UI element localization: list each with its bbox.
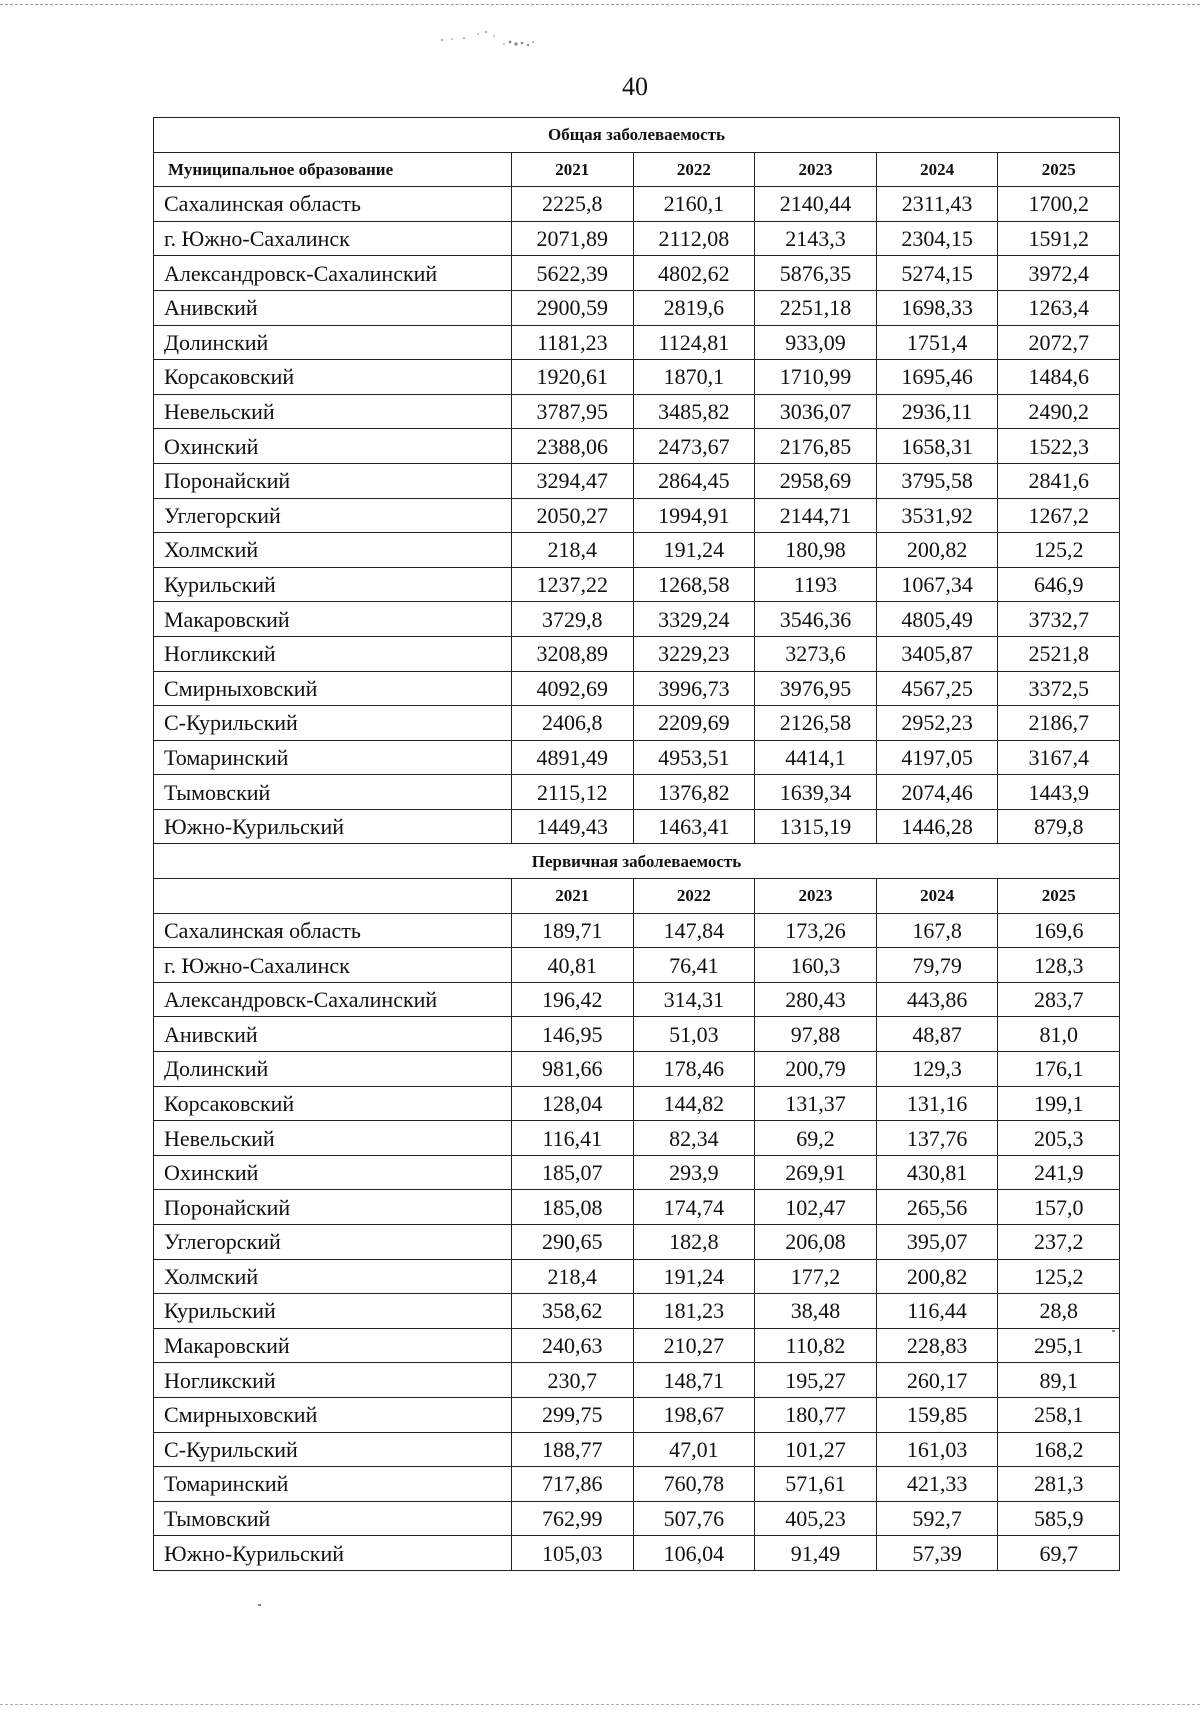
municipality-name: Макаровский (154, 602, 512, 637)
table-row (154, 1328, 1120, 1363)
rate-value: 395,07 (876, 1225, 998, 1260)
table-row (154, 221, 1120, 256)
rate-value: 137,76 (876, 1121, 998, 1156)
rate-value: 1522,3 (998, 429, 1120, 464)
rate-value: 3208,89 (512, 636, 634, 671)
rate-value: 48,87 (876, 1017, 998, 1052)
scan-speck (1112, 1330, 1115, 1332)
section-title-row (154, 118, 1120, 153)
column-header-year: 2021 (512, 152, 634, 187)
rate-value: 3372,5 (998, 671, 1120, 706)
rate-value: 1267,2 (998, 498, 1120, 533)
rate-value: 299,75 (512, 1397, 634, 1432)
rate-value: 260,17 (876, 1363, 998, 1398)
rate-value: 189,71 (512, 913, 634, 948)
municipality-name: Углегорский (154, 498, 512, 533)
rate-value: 191,24 (633, 1259, 755, 1294)
table-row (154, 740, 1120, 775)
rate-value: 1695,46 (876, 360, 998, 395)
rate-value: 200,82 (876, 1259, 998, 1294)
rate-value: 157,0 (998, 1190, 1120, 1225)
table-row (154, 1432, 1120, 1467)
rate-value: 1920,61 (512, 360, 634, 395)
rate-value: 174,74 (633, 1190, 755, 1225)
rate-value: 879,8 (998, 809, 1120, 844)
municipality-name: Охинский (154, 429, 512, 464)
rate-value: 443,86 (876, 982, 998, 1017)
rate-value: 240,63 (512, 1328, 634, 1363)
municipality-name: Томаринский (154, 1467, 512, 1502)
rate-value: 2186,7 (998, 706, 1120, 741)
rate-value: 3229,23 (633, 636, 755, 671)
rate-value: 185,07 (512, 1155, 634, 1190)
rate-value: 57,39 (876, 1536, 998, 1571)
rate-value: 405,23 (755, 1501, 877, 1536)
table-row (154, 1190, 1120, 1225)
rate-value: 1449,43 (512, 809, 634, 844)
column-header-year: 2024 (876, 879, 998, 914)
rate-value: 1639,34 (755, 775, 877, 810)
rate-value: 4891,49 (512, 740, 634, 775)
column-header-municipality: Муниципальное образование (154, 152, 512, 187)
column-header-year: 2024 (876, 152, 998, 187)
rate-value: 160,3 (755, 948, 877, 983)
rate-value: 177,2 (755, 1259, 877, 1294)
municipality-name: Невельский (154, 394, 512, 429)
rate-value: 1870,1 (633, 360, 755, 395)
rate-value: 51,03 (633, 1017, 755, 1052)
municipality-name: Макаровский (154, 1328, 512, 1363)
rate-value: 5274,15 (876, 256, 998, 291)
scan-speck (258, 1604, 261, 1606)
table-row (154, 706, 1120, 741)
municipality-name: Сахалинская область (154, 187, 512, 222)
rate-value: 2126,58 (755, 706, 877, 741)
rate-value: 38,48 (755, 1294, 877, 1329)
table-row (154, 463, 1120, 498)
column-header-year: 2025 (998, 152, 1120, 187)
rate-value: 2473,67 (633, 429, 755, 464)
rate-value: 592,7 (876, 1501, 998, 1536)
rate-value: 195,27 (755, 1363, 877, 1398)
rate-value: 218,4 (512, 533, 634, 568)
rate-value: 237,2 (998, 1225, 1120, 1260)
municipality-name: Углегорский (154, 1225, 512, 1260)
rate-value: 188,77 (512, 1432, 634, 1467)
municipality-name: Ногликский (154, 636, 512, 671)
municipality-name: Смирныховский (154, 671, 512, 706)
rate-value: 125,2 (998, 1259, 1120, 1294)
rate-value: 646,9 (998, 567, 1120, 602)
rate-value: 5622,39 (512, 256, 634, 291)
table-row (154, 636, 1120, 671)
table-row (154, 671, 1120, 706)
scan-smudge (430, 26, 580, 56)
rate-value: 82,34 (633, 1121, 755, 1156)
rate-value: 3405,87 (876, 636, 998, 671)
table-row (154, 187, 1120, 222)
table-row (154, 602, 1120, 637)
municipality-name: Анивский (154, 290, 512, 325)
table-row (154, 1052, 1120, 1087)
morbidity-table (153, 117, 1120, 1571)
rate-value: 2819,6 (633, 290, 755, 325)
rate-value: 2311,43 (876, 187, 998, 222)
table-row (154, 1017, 1120, 1052)
rate-value: 2112,08 (633, 221, 755, 256)
municipality-name: Ногликский (154, 1363, 512, 1398)
rate-value: 3787,95 (512, 394, 634, 429)
municipality-name: Долинский (154, 1052, 512, 1087)
rate-value: 1067,34 (876, 567, 998, 602)
rate-value: 116,44 (876, 1294, 998, 1329)
rate-value: 1658,31 (876, 429, 998, 464)
rate-value: 89,1 (998, 1363, 1120, 1398)
rate-value: 2490,2 (998, 394, 1120, 429)
rate-value: 1446,28 (876, 809, 998, 844)
rate-value: 146,95 (512, 1017, 634, 1052)
rate-value: 228,83 (876, 1328, 998, 1363)
rate-value: 144,82 (633, 1086, 755, 1121)
rate-value: 1751,4 (876, 325, 998, 360)
rate-value: 2209,69 (633, 706, 755, 741)
rate-value: 2225,8 (512, 187, 634, 222)
municipality-name: Сахалинская область (154, 913, 512, 948)
rate-value: 1463,41 (633, 809, 755, 844)
rate-value: 205,3 (998, 1121, 1120, 1156)
table-row (154, 567, 1120, 602)
table-row (154, 809, 1120, 844)
rate-value: 1484,6 (998, 360, 1120, 395)
rate-value: 47,01 (633, 1432, 755, 1467)
rate-value: 79,79 (876, 948, 998, 983)
rate-value: 283,7 (998, 982, 1120, 1017)
rate-value: 2143,3 (755, 221, 877, 256)
rate-value: 3996,73 (633, 671, 755, 706)
rate-value: 2071,89 (512, 221, 634, 256)
rate-value: 571,61 (755, 1467, 877, 1502)
rate-value: 1700,2 (998, 187, 1120, 222)
table-row (154, 325, 1120, 360)
header-row (154, 152, 1120, 187)
rate-value: 258,1 (998, 1397, 1120, 1432)
rate-value: 933,09 (755, 325, 877, 360)
rate-value: 430,81 (876, 1155, 998, 1190)
rate-value: 81,0 (998, 1017, 1120, 1052)
rate-value: 2251,18 (755, 290, 877, 325)
table-row (154, 429, 1120, 464)
rate-value: 28,8 (998, 1294, 1120, 1329)
rate-value: 2406,8 (512, 706, 634, 741)
rate-value: 1591,2 (998, 221, 1120, 256)
rate-value: 1263,4 (998, 290, 1120, 325)
rate-value: 131,16 (876, 1086, 998, 1121)
column-header-year: 2022 (633, 879, 755, 914)
rate-value: 2521,8 (998, 636, 1120, 671)
rate-value: 281,3 (998, 1467, 1120, 1502)
scan-top-edge (0, 4, 1200, 5)
rate-value: 105,03 (512, 1536, 634, 1571)
rate-value: 198,67 (633, 1397, 755, 1432)
rate-value: 3795,58 (876, 463, 998, 498)
municipality-name: Корсаковский (154, 360, 512, 395)
rate-value: 280,43 (755, 982, 877, 1017)
rate-value: 3531,92 (876, 498, 998, 533)
municipality-name: С-Курильский (154, 1432, 512, 1467)
rate-value: 2176,85 (755, 429, 877, 464)
rate-value: 2958,69 (755, 463, 877, 498)
column-header-year: 2025 (998, 879, 1120, 914)
rate-value: 159,85 (876, 1397, 998, 1432)
rate-value: 3485,82 (633, 394, 755, 429)
rate-value: 128,3 (998, 948, 1120, 983)
rate-value: 1237,22 (512, 567, 634, 602)
rate-value: 1443,9 (998, 775, 1120, 810)
rate-value: 110,82 (755, 1328, 877, 1363)
rate-value: 218,4 (512, 1259, 634, 1294)
rate-value: 3546,36 (755, 602, 877, 637)
rate-value: 4805,49 (876, 602, 998, 637)
rate-value: 206,08 (755, 1225, 877, 1260)
rate-value: 2841,6 (998, 463, 1120, 498)
rate-value: 981,66 (512, 1052, 634, 1087)
rate-value: 2304,15 (876, 221, 998, 256)
page-number: 40 (622, 72, 648, 101)
table-row (154, 1397, 1120, 1432)
rate-value: 293,9 (633, 1155, 755, 1190)
rate-value: 2074,46 (876, 775, 998, 810)
rate-value: 2050,27 (512, 498, 634, 533)
rate-value: 2936,11 (876, 394, 998, 429)
municipality-name: Александровск-Сахалинский (154, 256, 512, 291)
rate-value: 1994,91 (633, 498, 755, 533)
column-header-year: 2021 (512, 879, 634, 914)
rate-value: 125,2 (998, 533, 1120, 568)
table-row (154, 1155, 1120, 1190)
table-row (154, 533, 1120, 568)
table-row (154, 775, 1120, 810)
rate-value: 3167,4 (998, 740, 1120, 775)
table-row (154, 1363, 1120, 1398)
rate-value: 4092,69 (512, 671, 634, 706)
rate-value: 290,65 (512, 1225, 634, 1260)
rate-value: 102,47 (755, 1190, 877, 1225)
rate-value: 1315,19 (755, 809, 877, 844)
table-row (154, 360, 1120, 395)
municipality-name: Тымовский (154, 775, 512, 810)
rate-value: 762,99 (512, 1501, 634, 1536)
rate-value: 241,9 (998, 1155, 1120, 1190)
municipality-name: Тымовский (154, 1501, 512, 1536)
rate-value: 185,08 (512, 1190, 634, 1225)
rate-value: 3036,07 (755, 394, 877, 429)
table-row (154, 256, 1120, 291)
column-header-year: 2023 (755, 152, 877, 187)
table-row (154, 394, 1120, 429)
municipality-name: Томаринский (154, 740, 512, 775)
rate-value: 1710,99 (755, 360, 877, 395)
column-header-municipality (154, 879, 512, 914)
rate-value: 69,2 (755, 1121, 877, 1156)
rate-value: 106,04 (633, 1536, 755, 1571)
rate-value: 200,79 (755, 1052, 877, 1087)
rate-value: 101,27 (755, 1432, 877, 1467)
municipality-name: Долинский (154, 325, 512, 360)
table-row (154, 982, 1120, 1017)
table-row (154, 1225, 1120, 1260)
rate-value: 269,91 (755, 1155, 877, 1190)
rate-value: 2900,59 (512, 290, 634, 325)
municipality-name: Холмский (154, 1259, 512, 1294)
table-row (154, 913, 1120, 948)
rate-value: 167,8 (876, 913, 998, 948)
rate-value: 1698,33 (876, 290, 998, 325)
table-row (154, 1501, 1120, 1536)
rate-value: 131,37 (755, 1086, 877, 1121)
table-row (154, 948, 1120, 983)
rate-value: 1193 (755, 567, 877, 602)
rate-value: 199,1 (998, 1086, 1120, 1121)
rate-value: 2140,44 (755, 187, 877, 222)
rate-value: 4197,05 (876, 740, 998, 775)
rate-value: 182,8 (633, 1225, 755, 1260)
municipality-name: г. Южно-Сахалинск (154, 948, 512, 983)
rate-value: 129,3 (876, 1052, 998, 1087)
rate-value: 421,33 (876, 1467, 998, 1502)
rate-value: 585,9 (998, 1501, 1120, 1536)
rate-value: 2864,45 (633, 463, 755, 498)
rate-value: 2115,12 (512, 775, 634, 810)
table-row (154, 1294, 1120, 1329)
rate-value: 116,41 (512, 1121, 634, 1156)
municipality-name: г. Южно-Сахалинск (154, 221, 512, 256)
rate-value: 180,77 (755, 1397, 877, 1432)
rate-value: 173,26 (755, 913, 877, 948)
municipality-name: Поронайский (154, 463, 512, 498)
rate-value: 3729,8 (512, 602, 634, 637)
municipality-name: Корсаковский (154, 1086, 512, 1121)
rate-value: 200,82 (876, 533, 998, 568)
rate-value: 265,56 (876, 1190, 998, 1225)
rate-value: 161,03 (876, 1432, 998, 1467)
header-row (154, 879, 1120, 914)
rate-value: 176,1 (998, 1052, 1120, 1087)
rate-value: 1376,82 (633, 775, 755, 810)
rate-value: 2388,06 (512, 429, 634, 464)
municipality-name: Курильский (154, 567, 512, 602)
table-row (154, 1536, 1120, 1571)
rate-value: 760,78 (633, 1467, 755, 1502)
rate-value: 2160,1 (633, 187, 755, 222)
scan-bottom-edge (0, 1704, 1200, 1705)
rate-value: 147,84 (633, 913, 755, 948)
table-row (154, 1086, 1120, 1121)
rate-value: 3329,24 (633, 602, 755, 637)
rate-value: 97,88 (755, 1017, 877, 1052)
municipality-name: Поронайский (154, 1190, 512, 1225)
municipality-name: Александровск-Сахалинский (154, 982, 512, 1017)
rate-value: 169,6 (998, 913, 1120, 948)
rate-value: 4567,25 (876, 671, 998, 706)
table-row (154, 498, 1120, 533)
rate-value: 507,76 (633, 1501, 755, 1536)
section-title-row (154, 844, 1120, 879)
rate-value: 191,24 (633, 533, 755, 568)
rate-value: 1268,58 (633, 567, 755, 602)
table-row (154, 1259, 1120, 1294)
municipality-name: Южно-Курильский (154, 1536, 512, 1571)
table-row (154, 290, 1120, 325)
rate-value: 3732,7 (998, 602, 1120, 637)
rate-value: 180,98 (755, 533, 877, 568)
municipality-name: Южно-Курильский (154, 809, 512, 844)
rate-value: 210,27 (633, 1328, 755, 1363)
rate-value: 181,23 (633, 1294, 755, 1329)
rate-value: 76,41 (633, 948, 755, 983)
municipality-name: Курильский (154, 1294, 512, 1329)
rate-value: 717,86 (512, 1467, 634, 1502)
table-row (154, 1467, 1120, 1502)
municipality-name: С-Курильский (154, 706, 512, 741)
municipality-name: Смирныховский (154, 1397, 512, 1432)
rate-value: 1181,23 (512, 325, 634, 360)
municipality-name: Анивский (154, 1017, 512, 1052)
column-header-year: 2022 (633, 152, 755, 187)
rate-value: 148,71 (633, 1363, 755, 1398)
rate-value: 178,46 (633, 1052, 755, 1087)
rate-value: 4953,51 (633, 740, 755, 775)
section-title: Общая заболеваемость (154, 118, 1120, 153)
rate-value: 3294,47 (512, 463, 634, 498)
rate-value: 4414,1 (755, 740, 877, 775)
rate-value: 128,04 (512, 1086, 634, 1121)
rate-value: 2072,7 (998, 325, 1120, 360)
municipality-name: Невельский (154, 1121, 512, 1156)
rate-value: 40,81 (512, 948, 634, 983)
rate-value: 314,31 (633, 982, 755, 1017)
rate-value: 1124,81 (633, 325, 755, 360)
rate-value: 2952,23 (876, 706, 998, 741)
rate-value: 295,1 (998, 1328, 1120, 1363)
rate-value: 3976,95 (755, 671, 877, 706)
rate-value: 2144,71 (755, 498, 877, 533)
table-row (154, 1121, 1120, 1156)
rate-value: 5876,35 (755, 256, 877, 291)
municipality-name: Холмский (154, 533, 512, 568)
municipality-name: Охинский (154, 1155, 512, 1190)
rate-value: 3972,4 (998, 256, 1120, 291)
rate-value: 4802,62 (633, 256, 755, 291)
rate-value: 168,2 (998, 1432, 1120, 1467)
rate-value: 3273,6 (755, 636, 877, 671)
rate-value: 358,62 (512, 1294, 634, 1329)
column-header-year: 2023 (755, 879, 877, 914)
rate-value: 230,7 (512, 1363, 634, 1398)
section-title: Первичная заболеваемость (154, 844, 1120, 879)
rate-value: 69,7 (998, 1536, 1120, 1571)
rate-value: 196,42 (512, 982, 634, 1017)
rate-value: 91,49 (755, 1536, 877, 1571)
